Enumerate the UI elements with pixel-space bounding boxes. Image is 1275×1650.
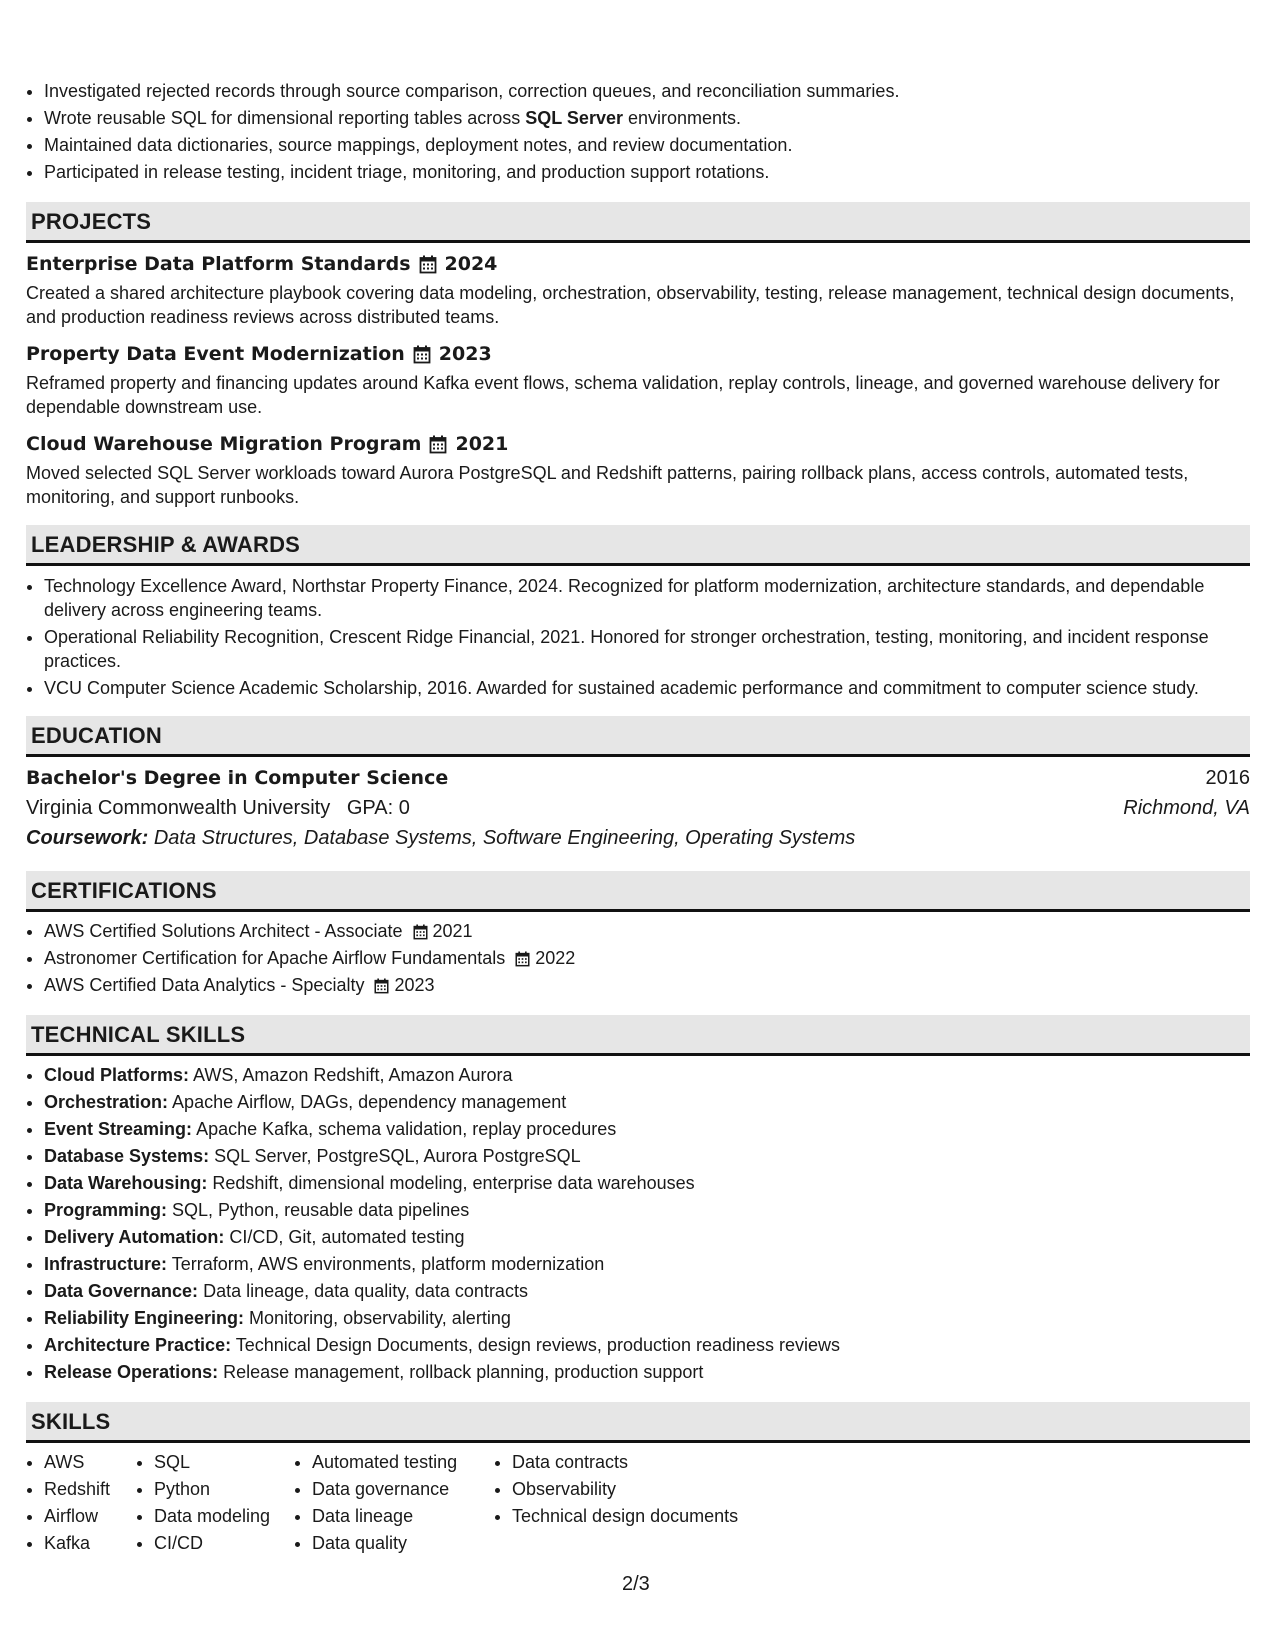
list-item: • Data modeling [154,1503,294,1530]
education-entry [26,763,1250,853]
section-header-projects: PROJECTS [26,202,1250,243]
list-item: • Investigated rejected records through source comparison, correction queues, and reconciliation summaries. [44,78,1250,105]
list-item: • Participated in release testing, incident triage, monitoring, and production support rotations. [44,159,1250,186]
project-item [26,251,1250,329]
list-item: • Architecture Practice: Technical Design Documents, design reviews, production readiness reviews [44,1332,1250,1359]
cert-name: Astronomer Certification for Apache Airflow Fundamentals [44,948,506,968]
list-item: • AWS [44,1449,136,1476]
list-item: • SQL [154,1449,294,1476]
project-item [26,341,1250,419]
gpa: GPA: 0 [346,797,410,819]
list-item: • Data quality [312,1530,494,1557]
project-title: Enterprise Data Platform Standards [26,253,411,275]
list-item: • Python [154,1476,294,1503]
calendar-icon [429,435,447,454]
list-item [44,945,1250,972]
list-item [44,918,1250,945]
list-item: • Kafka [44,1530,136,1557]
school-name: Virginia Commonwealth University [26,797,331,819]
section-header-leadership: LEADERSHIP & AWARDS [26,525,1250,566]
section-header-certifications: CERTIFICATIONS [26,871,1250,912]
calendar-icon [419,255,437,274]
project-title: Cloud Warehouse Migration Program [26,433,422,455]
section-header-technical-skills: TECHNICAL SKILLS [26,1015,1250,1056]
graduation-year: 2016 [1205,767,1250,789]
skills-column [26,1449,136,1557]
project-year: 2021 [455,433,509,455]
list-item: • Technical design documents [512,1503,772,1530]
experience-bullets [26,78,1250,186]
list-item: • Redshift [44,1476,136,1503]
section-header-education: EDUCATION [26,716,1250,757]
list-item: • Technology Excellence Award, Northstar Property Finance, 2024. Recognized for platform modernization, architecture standards, and dependable delivery across engineering teams. [44,574,1250,622]
cert-year: 2021 [432,921,473,941]
list-item: • CI/CD [154,1530,294,1557]
coursework-label: Coursework: [26,827,149,849]
calendar-icon [413,924,428,940]
list-item: • Data lineage [312,1503,494,1530]
skills-columns [26,1449,1250,1557]
cert-year: 2023 [394,975,435,995]
cert-name: AWS Certified Data Analytics - Specialty [44,975,365,995]
section-header-skills: SKILLS [26,1402,1250,1443]
list-item: • Airflow [44,1503,136,1530]
project-item [26,431,1250,509]
degree-title: Bachelor's Degree in Computer Science [26,767,449,789]
skills-column [494,1449,772,1557]
coursework: Data Structures, Database Systems, Software Engineering, Operating Systems [153,827,856,849]
skills-column [294,1449,494,1557]
certifications-list [26,918,1250,999]
list-item: • Observability [512,1476,772,1503]
list-item [44,972,1250,999]
cert-name: AWS Certified Solutions Architect - Associate [44,921,403,941]
list-item: • Delivery Automation: CI/CD, Git, automated testing [44,1224,1250,1251]
skills-column [136,1449,294,1557]
list-item: • Wrote reusable SQL for dimensional reporting tables across SQL Server environments. [44,105,1250,132]
project-description: Reframed property and financing updates around Kafka event flows, schema validation, replay controls, lineage, and governed warehouse delivery for dependable downstream use. [26,373,1220,417]
list-item: • Release Operations: Release management, rollback planning, production support [44,1359,1250,1386]
calendar-icon [374,978,389,994]
project-year: 2024 [444,253,498,275]
resume-page [26,78,1250,1557]
project-description: Moved selected SQL Server workloads toward Aurora PostgreSQL and Redshift patterns, pairing rollback plans, access controls, automated tests, monitoring, and support runbooks. [26,463,1189,507]
technical-skills-list [26,1062,1250,1386]
list-item: • Data Governance: Data lineage, data quality, data contracts [44,1278,1250,1305]
project-year: 2023 [438,343,492,365]
school-location: Richmond, VA [1123,797,1250,819]
list-item: • Maintained data dictionaries, source mappings, deployment notes, and review documentation. [44,132,1250,159]
list-item: • Automated testing [312,1449,494,1476]
list-item: • Data contracts [512,1449,772,1476]
list-item: • Data Warehousing: Redshift, dimensional modeling, enterprise data warehouses [44,1170,1250,1197]
list-item: • Cloud Platforms: AWS, Amazon Redshift, Amazon Aurora [44,1062,1250,1089]
list-item: • Event Streaming: Apache Kafka, schema validation, replay procedures [44,1116,1250,1143]
calendar-icon [515,951,530,967]
calendar-icon [413,345,431,364]
project-description: Created a shared architecture playbook covering data modeling, orchestration, observability, testing, release management, technical design documents, and production readiness reviews across distributed teams. [26,283,1235,327]
list-item: • Database Systems: SQL Server, PostgreSQL, Aurora PostgreSQL [44,1143,1250,1170]
awards-list [26,574,1250,700]
list-item: • VCU Computer Science Academic Scholarship, 2016. Awarded for sustained academic performance and commitment to computer science study. [44,676,1250,700]
list-item: • Data governance [312,1476,494,1503]
page-number: 2/3 [622,1573,650,1595]
list-item: • Reliability Engineering: Monitoring, observability, alerting [44,1305,1250,1332]
project-title: Property Data Event Modernization [26,343,405,365]
cert-year: 2022 [535,948,576,968]
list-item: • Orchestration: Apache Airflow, DAGs, dependency management [44,1089,1250,1116]
list-item: • Operational Reliability Recognition, Crescent Ridge Financial, 2021. Honored for stronger orchestration, testing, monitoring, and incident response practices. [44,625,1250,673]
list-item: • Programming: SQL, Python, reusable data pipelines [44,1197,1250,1224]
list-item: • Infrastructure: Terraform, AWS environments, platform modernization [44,1251,1250,1278]
